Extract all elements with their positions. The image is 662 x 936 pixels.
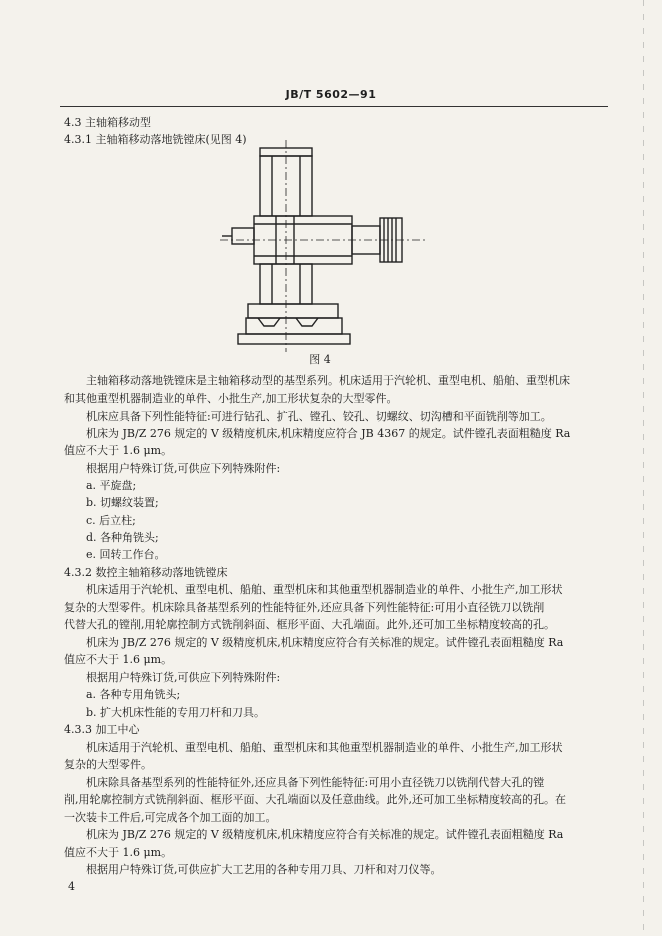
figure-4-caption: 图 4: [309, 353, 331, 366]
list-item: c. 后立柱;: [86, 514, 136, 527]
list-item: b. 切螺纹装置;: [86, 496, 159, 509]
p433-line3: 机床除具备基型系列的性能特征外,还应具备下列性能特征:可用小直径铣刀以铣削代替大孔的镗: [86, 776, 545, 789]
saddle: [248, 304, 338, 318]
p431-accessories-intro: 根据用户特殊订货,可供应下列特殊附件:: [86, 462, 281, 475]
page-number: 4: [68, 880, 75, 893]
p432-precision-line2: 值应不大于 1.6 μm。: [64, 653, 173, 666]
p431-precision-line1: 机床为 JB/Z 276 规定的 V 级精度机床,机床精度应符合 JB 4367 的规定。试件镗孔表面粗糙度 Ra: [86, 427, 571, 440]
spindle-left: [232, 228, 254, 244]
p432-line2: 复杂的大型零件。机床除具备基型系列的性能特征外,还应具备下列性能特征:可用小直径铣刀以铣削: [64, 601, 545, 614]
p433-line2: 复杂的大型零件。: [64, 758, 152, 771]
section-4-3-2-heading: 4.3.2 数控主轴箱移动落地铣镗床: [64, 566, 228, 579]
p433-precision-line2: 值应不大于 1.6 μm。: [64, 846, 173, 859]
p431-intro-line1: 主轴箱移动落地铣镗床是主轴箱移动型的基型系列。机床适用于汽轮机、重型电机、船舶、重型机床: [86, 374, 570, 387]
p432-line3: 代替大孔的镗削,用轮廓控制方式铣削斜面、框形平面、大孔端面。此外,还可加工坐标精度较高的孔。: [64, 618, 555, 631]
list-item: b. 扩大机床性能的专用刀杆和刀具。: [86, 706, 266, 719]
list-item: e. 回转工作台。: [86, 548, 166, 561]
section-4-3-heading: 4.3 主轴箱移动型: [64, 116, 151, 129]
p433-line4: 削,用轮廓控制方式铣削斜面、框形平面、大孔端面以及任意曲线。此外,还可加工坐标精度较高的孔。在: [64, 793, 566, 806]
figure-4-machine-drawing: [218, 140, 430, 352]
section-4-3-3-heading: 4.3.3 加工中心: [64, 723, 140, 736]
section-4-3-1-heading: 4.3.1 主轴箱移动落地铣镗床(见图 4): [64, 133, 247, 146]
p431-performance: 机床应具备下列性能特征:可进行钻孔、扩孔、镗孔、铰孔、切螺纹、切沟槽和平面铣削等加工。: [86, 410, 552, 423]
p433-line1: 机床适用于汽轮机、重型电机、船舶、重型机床和其他重型机器制造业的单件、小批生产,加工形状: [86, 741, 563, 754]
p433-precision-line1: 机床为 JB/Z 276 规定的 V 级精度机床,机床精度应符合有关标准的规定。试件镗孔表面粗糙度 Ra: [86, 828, 564, 841]
list-item: d. 各种角铣头;: [86, 531, 159, 544]
p431-precision-line2: 值应不大于 1.6 μm。: [64, 444, 173, 457]
list-item: a. 平旋盘;: [86, 479, 137, 492]
p432-line1: 机床适用于汽轮机、重型电机、船舶、重型机床和其他重型机器制造业的单件、小批生产,加工形状: [86, 583, 563, 596]
list-item: a. 各种专用角铣头;: [86, 688, 181, 701]
page-header: JB/T 5602—91: [285, 88, 377, 101]
header-rule: [60, 106, 608, 107]
p431-intro-line2: 和其他重型机器制造业的单件、小批生产,加工形状复杂的大型零件。: [64, 392, 398, 405]
p433-accessories: 根据用户特殊订货,可供应扩大工艺用的各种专用刀具、刀杆和对刀仪等。: [86, 863, 442, 876]
p433-line5: 一次装卡工件后,可完成各个加工面的加工。: [64, 811, 277, 824]
p432-accessories-intro: 根据用户特殊订货,可供应下列特殊附件:: [86, 671, 281, 684]
bed-base: [238, 334, 350, 344]
scan-edge-marks: [643, 0, 644, 936]
p432-precision-line1: 机床为 JB/Z 276 规定的 V 级精度机床,机床精度应符合有关标准的规定。试件镗孔表面粗糙度 Ra: [86, 636, 564, 649]
